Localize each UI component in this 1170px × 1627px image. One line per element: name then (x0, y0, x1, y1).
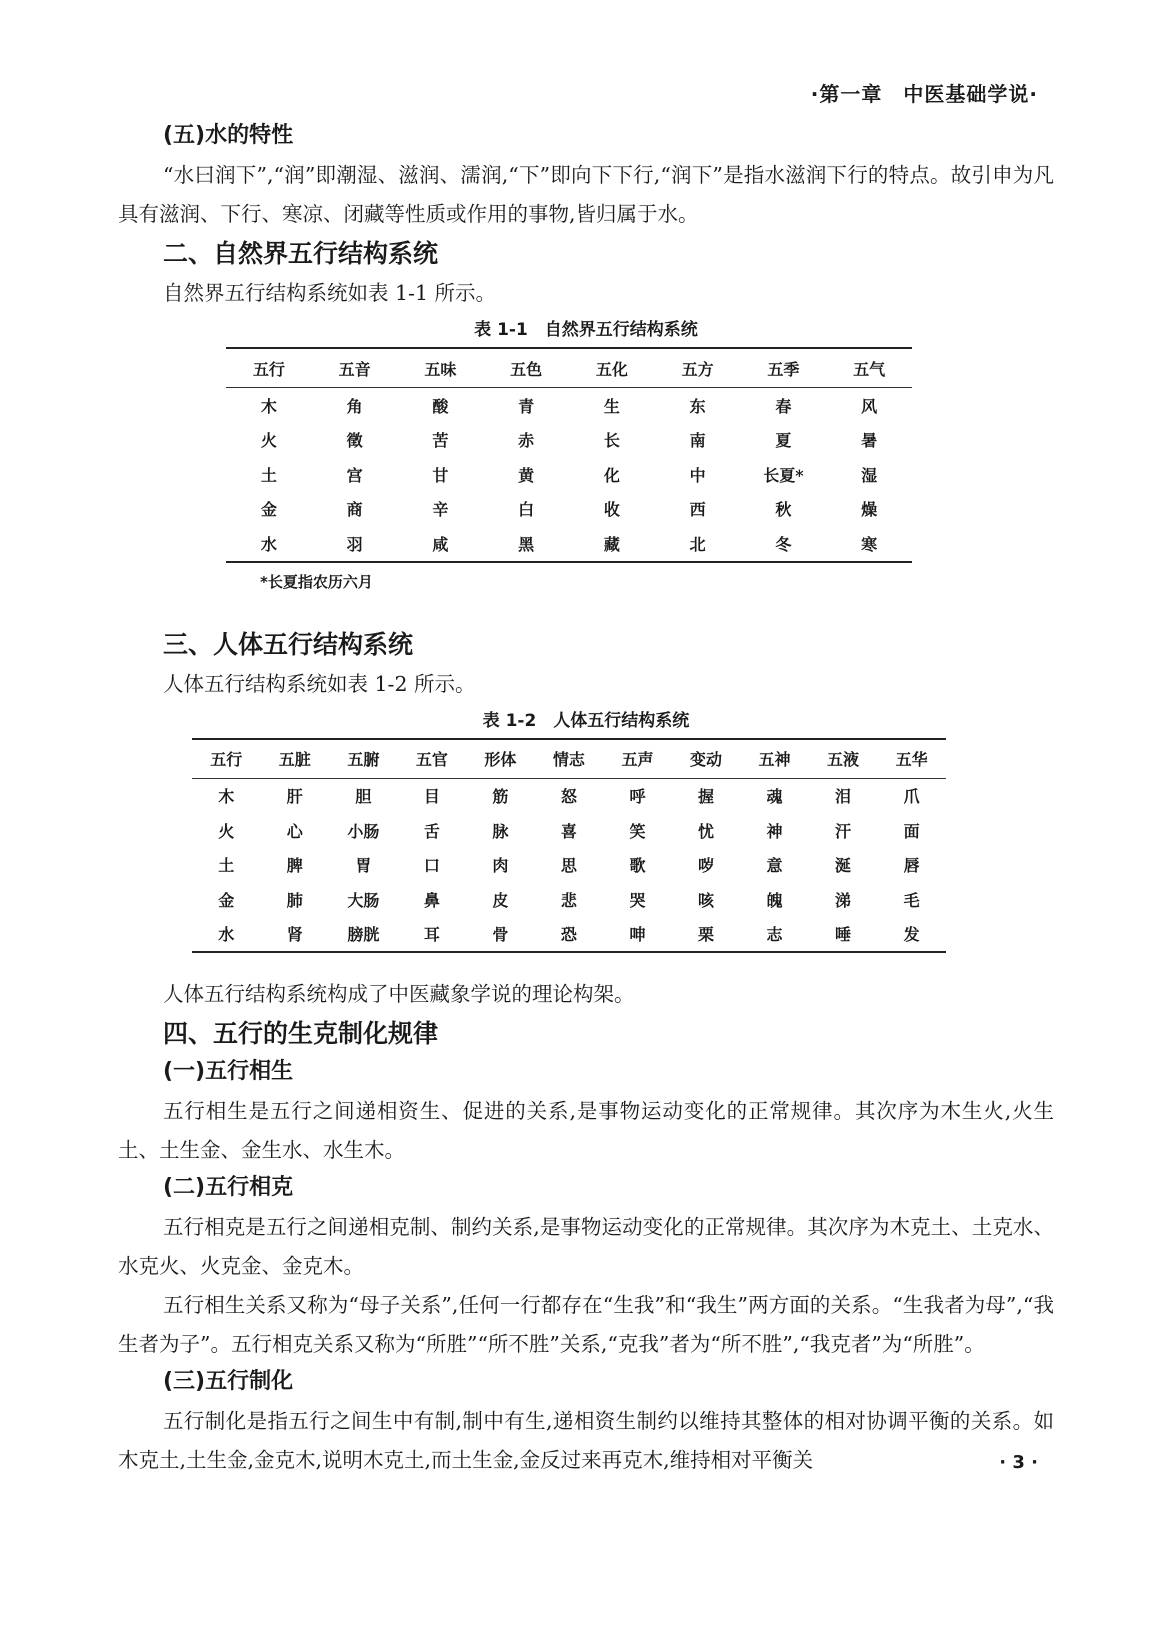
table-cell: 哕 (697, 856, 714, 876)
table-cell: 皮 (492, 890, 509, 910)
section-water-title: (五)水的特性 (163, 123, 294, 148)
table-cell: 胃 (355, 856, 372, 876)
table-header-cell: 五神 (758, 750, 791, 769)
table-cell: 春 (775, 396, 792, 416)
table-cell: 毛 (903, 890, 920, 910)
table-header-cell: 五气 (853, 359, 886, 379)
table-header-cell: 变动 (689, 750, 722, 769)
table-cell: 火 (260, 431, 277, 451)
page-number: · 3 · (999, 1452, 1038, 1473)
table-cell: 暑 (861, 431, 878, 451)
table-row (226, 526, 912, 562)
table-cell: 金 (218, 890, 235, 910)
table-cell: 口 (423, 856, 440, 876)
table-cell: 中 (689, 465, 706, 485)
table-cell: 忧 (697, 821, 714, 841)
table-header-cell: 五脏 (278, 750, 311, 769)
table-cell: 赤 (518, 431, 535, 451)
table-cell: 歌 (629, 856, 646, 876)
table-cell: 肺 (286, 890, 303, 910)
table-row (192, 917, 946, 953)
section-nature-title: 二、自然界五行结构系统 (163, 239, 439, 268)
table-row (192, 882, 946, 917)
table-row (226, 388, 912, 423)
table-cell: 涎 (835, 856, 852, 876)
table-header-cell: 形体 (484, 750, 517, 769)
table-cell: 寒 (861, 534, 878, 554)
table-header-cell: 五液 (827, 750, 860, 769)
table-cell: 舌 (423, 821, 440, 841)
table-1-2-caption: 表 1-2 人体五行结构系统 (482, 710, 690, 731)
table-cell: 夏 (775, 431, 792, 451)
table-cell: 苦 (432, 431, 449, 451)
table-row (192, 813, 946, 848)
subsection-restriction-paragraph-2: 五行相生关系又称为“母子关系”,任何一行都存在“生我”和“我生”两方面的关系。“生我者为母”,“我生者为子”。五行相克关系又称为“所胜”“所不胜”关系,“克我”者为“所不胜”,“我克者”为“所胜”。 (118, 1293, 1054, 1356)
table-cell: 哭 (629, 890, 646, 910)
section-body-title: 三、人体五行结构系统 (163, 629, 414, 659)
subsection-generation-title: (一)五行相生 (163, 1059, 294, 1084)
table-cell: 栗 (697, 925, 714, 945)
table-cell: 黑 (518, 534, 535, 554)
table-cell: 呼 (629, 787, 646, 807)
table-cell: 收 (603, 500, 620, 520)
table-header-cell: 五季 (767, 359, 800, 379)
table-row (192, 778, 946, 813)
table-cell: 土 (218, 856, 235, 876)
table-cell: 肝 (286, 787, 303, 807)
table-header-cell: 五华 (895, 750, 928, 769)
table-cell: 笑 (629, 821, 646, 841)
table-row (226, 423, 912, 458)
table-cell: 志 (766, 925, 783, 945)
page-body (118, 118, 1054, 1480)
table-1-1-footnote: *长夏指农历六月 (260, 572, 373, 591)
table-cell: 脾 (286, 856, 303, 876)
table-header-cell: 五行 (252, 359, 285, 379)
table-cell: 风 (861, 396, 878, 416)
table-row (192, 848, 946, 883)
table-1-1-caption: 表 1-1 自然界五行结构系统 (474, 320, 698, 340)
table-row (226, 492, 912, 527)
subsection-generation-paragraph: 五行相生是五行之间递相资生、促进的关系,是事物运动变化的正常规律。其次序为木生火,火生土、土生金、金生水、水生木。 (118, 1099, 1054, 1162)
table-header-cell: 五方 (681, 359, 714, 379)
table-cell: 东 (689, 396, 706, 416)
table-cell: 咸 (432, 534, 449, 554)
table-cell: 化 (603, 465, 620, 485)
table-header-cell: 五腑 (347, 750, 380, 769)
table-cell: 角 (346, 396, 363, 416)
table-cell: 爪 (903, 787, 920, 807)
table-header-cell: 五化 (595, 359, 628, 379)
table-cell: 大肠 (347, 890, 380, 910)
table-cell: 水 (218, 925, 235, 945)
table-row (226, 457, 912, 492)
table-cell: 汗 (835, 821, 852, 841)
table-cell: 泪 (835, 787, 852, 807)
table-cell: 生 (603, 396, 620, 416)
section-laws-title: 四、五行的生克制化规律 (163, 1019, 439, 1048)
table-cell: 心 (286, 821, 303, 841)
table-cell: 商 (346, 500, 363, 520)
running-head: ·第一章 中医基础学说· (810, 82, 1038, 106)
table-cell: 膀胱 (347, 925, 380, 945)
table-cell: 脉 (492, 821, 509, 841)
table-cell: 羽 (346, 534, 363, 554)
table-cell: 辛 (432, 500, 449, 520)
table-cell: 唾 (835, 925, 852, 945)
table-cell: 发 (903, 925, 920, 945)
table-1-2 (192, 738, 946, 954)
table-cell: 燥 (861, 500, 878, 520)
table-cell: 怒 (560, 787, 577, 807)
section-body-conclusion: 人体五行结构系统构成了中医藏象学说的理论构架。 (163, 982, 635, 1006)
table-cell: 宫 (346, 465, 363, 485)
table-cell: 筋 (492, 787, 509, 807)
table-cell: 喜 (560, 821, 577, 841)
table-cell: 木 (260, 396, 277, 416)
section-nature-intro: 自然界五行结构系统如表 1-1 所示。 (163, 281, 497, 305)
table-cell: 甘 (432, 465, 449, 485)
table-header-row (192, 739, 946, 779)
table-header-cell: 五官 (415, 750, 448, 769)
table-cell: 神 (766, 821, 783, 841)
table-cell: 唇 (903, 856, 920, 876)
section-body-intro: 人体五行结构系统如表 1-2 所示。 (163, 671, 476, 696)
subsection-restriction-paragraph: 五行相克是五行之间递相克制、制约关系,是事物运动变化的正常规律。其次序为木克土、土克水、水克火、火克金、金克木。 (118, 1215, 1054, 1278)
table-cell: 水 (260, 534, 277, 554)
table-cell: 咳 (697, 890, 714, 910)
table-cell: 徵 (346, 431, 363, 451)
table-header-cell: 五声 (621, 750, 654, 769)
table-cell: 涕 (835, 890, 852, 910)
table-cell: 鼻 (423, 890, 440, 910)
table-cell: 土 (260, 465, 277, 485)
table-header-cell: 五味 (424, 359, 457, 379)
table-cell: 目 (423, 787, 440, 807)
table-header-cell: 情志 (552, 750, 585, 769)
table-cell: 木 (218, 787, 235, 807)
table-cell: 北 (689, 534, 706, 554)
table-cell: 胆 (355, 787, 372, 807)
table-cell: 长 (603, 431, 620, 451)
table-cell: 骨 (492, 925, 509, 945)
table-header-cell: 五行 (210, 750, 243, 769)
table-cell: 长夏* (763, 465, 804, 485)
table-cell: 魄 (766, 890, 783, 910)
subsection-control-title: (三)五行制化 (163, 1369, 294, 1394)
table-cell: 呻 (629, 925, 646, 945)
table-cell: 白 (518, 500, 535, 520)
table-cell: 金 (260, 500, 277, 520)
table-cell: 魂 (766, 787, 783, 807)
table-cell: 西 (689, 500, 706, 520)
table-cell: 火 (218, 821, 235, 841)
table-cell: 小肠 (347, 821, 380, 841)
table-cell: 藏 (603, 534, 620, 554)
section-water-paragraph: “水曰润下”,“润”即潮湿、滋润、濡润,“下”即向下下行,“润下”是指水滋润下行的特点。故引申为凡具有滋润、下行、寒凉、闭藏等性质或作用的事物,皆归属于水。 (118, 163, 1054, 226)
table-cell: 酸 (432, 396, 449, 416)
subsection-control-paragraph: 五行制化是指五行之间生中有制,制中有生,递相资生制约以维持其整体的相对协调平衡的关系。如木克土,土生金,金克木,说明木克土,而土生金,金反过来再克木,维持相对平衡关 (118, 1409, 1054, 1472)
table-cell: 冬 (775, 534, 792, 554)
table-1-1 (226, 347, 912, 563)
table-cell: 肾 (286, 925, 303, 945)
table-cell: 秋 (775, 500, 792, 520)
table-cell: 耳 (423, 925, 440, 945)
table-cell: 黄 (518, 465, 535, 485)
table-header-cell: 五色 (510, 359, 543, 379)
subsection-restriction-title: (二)五行相克 (163, 1175, 294, 1200)
table-cell: 悲 (560, 890, 577, 910)
table-cell: 恐 (560, 925, 577, 945)
table-cell: 肉 (492, 856, 509, 876)
table-cell: 意 (766, 856, 783, 876)
table-cell: 面 (903, 821, 920, 841)
table-cell: 握 (697, 787, 714, 807)
table-cell: 湿 (861, 465, 878, 485)
table-header-row (226, 348, 912, 388)
table-header-cell: 五音 (338, 359, 371, 379)
table-cell: 青 (518, 396, 535, 416)
table-cell: 南 (689, 431, 706, 451)
table-cell: 思 (560, 856, 577, 876)
